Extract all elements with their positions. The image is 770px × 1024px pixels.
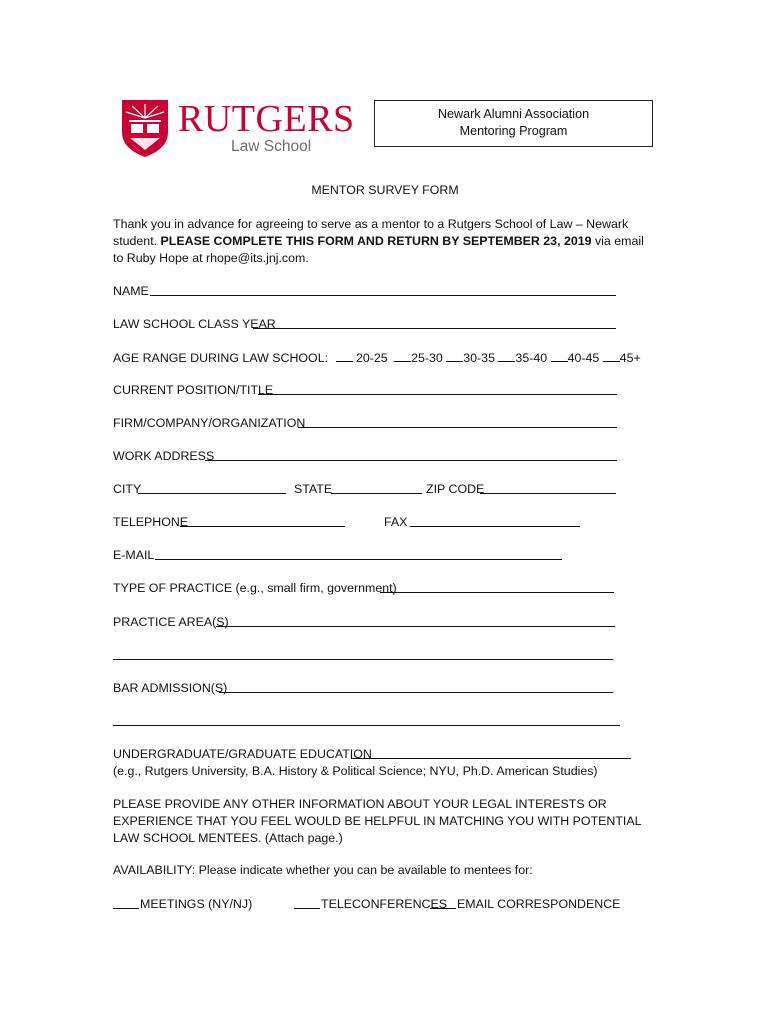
bar-admission-field-2[interactable]	[113, 725, 620, 726]
program-name: Mentoring Program	[459, 124, 568, 138]
intro-deadline: PLEASE COMPLETE THIS FORM AND RETURN BY SEPTEMBER 23, 2019	[160, 234, 592, 249]
firm-label: FIRM/COMPANY/ORGANIZATION	[113, 416, 306, 430]
telephone-row	[113, 514, 188, 530]
age-option: 35-40	[515, 351, 548, 365]
practice-area-field[interactable]	[216, 626, 615, 627]
zip-label: ZIP CODE	[426, 482, 485, 496]
name-row	[113, 283, 149, 299]
age-option: 20-25	[355, 351, 388, 365]
law-school-subtitle: Law School	[231, 138, 312, 155]
practice-area-row	[113, 614, 229, 630]
name-field[interactable]	[150, 295, 616, 296]
education-field[interactable]	[351, 758, 631, 759]
age-option: 30-35	[463, 351, 495, 365]
class-year-row	[113, 316, 276, 332]
rutgers-wordmark: RUTGERS	[178, 98, 355, 140]
work-address-label: WORK ADDRESS	[113, 449, 215, 463]
age-25-30-blank[interactable]	[394, 349, 411, 362]
age-40-45-blank[interactable]	[551, 349, 568, 362]
intro-text-2: via email to Ruby Hope at rhope@its.jnj.com.	[113, 234, 644, 266]
position-field[interactable]	[258, 394, 617, 395]
email-field[interactable]	[155, 559, 562, 560]
age-45-plus-blank[interactable]	[603, 349, 620, 362]
fax-field[interactable]	[410, 526, 580, 527]
intro-text-1: Thank you in advance for agreeing to serve as a mentor to a Rutgers School of Law – Newark student.	[113, 217, 629, 249]
age-option: 25-30	[411, 351, 443, 365]
age-range-label: AGE RANGE DURING LAW SCHOOL:	[113, 351, 329, 365]
teleconferences-blank[interactable]	[294, 908, 320, 909]
class-year-label: LAW SCHOOL CLASS YEAR	[113, 317, 276, 331]
age-option: 40-45	[567, 351, 600, 365]
state-field[interactable]	[331, 493, 422, 494]
telephone-field[interactable]	[180, 526, 345, 527]
class-year-field[interactable]	[253, 328, 616, 329]
telephone-label: TELEPHONE	[113, 515, 189, 529]
meetings-option: MEETINGS (NY/NJ)	[140, 897, 253, 911]
teleconferences-option: TELECONFERENCES	[321, 897, 447, 911]
education-example: (e.g., Rutgers University, B.A. History & Political Science; NYU, Ph.D. American Studies)	[113, 764, 598, 778]
email-correspondence-blank[interactable]	[430, 908, 456, 909]
city-label-row	[113, 481, 141, 497]
practice-type-field[interactable]	[380, 592, 614, 593]
other-info-paragraph: PLEASE PROVIDE ANY OTHER INFORMATION ABOUT YOUR LEGAL INTERESTS OR EXPERIENCE THAT YOU FEEL WOULD BE HELPFUL IN MATCHING YOU WITH POTENTIAL LAW SCHOOL MENTEES. (Attach page.)	[113, 797, 642, 846]
program-box	[374, 100, 653, 147]
rutgers-law-logo	[120, 98, 355, 160]
rutgers-shield-icon	[120, 98, 170, 158]
name-label: NAME	[113, 284, 149, 298]
age-option: 45+	[619, 351, 641, 365]
email-correspondence-option: EMAIL CORRESPONDENCE	[457, 897, 621, 911]
work-address-row	[113, 448, 214, 464]
position-row	[113, 382, 273, 398]
firm-field[interactable]	[298, 427, 617, 428]
state-label: STATE	[294, 482, 333, 496]
bar-admission-row	[113, 680, 227, 696]
position-label: CURRENT POSITION/TITLE	[113, 383, 274, 397]
meetings-blank[interactable]	[113, 908, 139, 909]
bar-admission-label: BAR ADMISSION(S)	[113, 681, 228, 695]
age-range-row	[113, 349, 641, 366]
city-label: CITY	[113, 482, 142, 496]
zip-field[interactable]	[480, 493, 616, 494]
intro-paragraph	[113, 216, 653, 268]
email-row	[113, 547, 154, 563]
practice-area-field-2[interactable]	[113, 659, 613, 660]
education-label: UNDERGRADUATE/GRADUATE EDUCATION	[113, 747, 372, 761]
form-title: MENTOR SURVEY FORM	[311, 183, 459, 197]
age-20-25-blank[interactable]	[336, 349, 353, 362]
age-35-40-blank[interactable]	[498, 349, 515, 362]
firm-row	[113, 415, 305, 431]
email-label: E-MAIL	[113, 548, 155, 562]
work-address-field[interactable]	[205, 460, 617, 461]
bar-admission-field[interactable]	[219, 692, 613, 693]
practice-type-label: TYPE OF PRACTICE (e.g., small firm, government)	[113, 581, 397, 595]
age-30-35-blank[interactable]	[446, 349, 463, 362]
city-field[interactable]	[138, 493, 286, 494]
practice-type-row	[113, 580, 397, 596]
practice-area-label: PRACTICE AREA(S)	[113, 615, 229, 629]
fax-label: FAX	[384, 515, 408, 529]
education-row	[113, 746, 372, 762]
availability-label: AVAILABILITY: Please indicate whether you can be available to mentees for:	[113, 863, 533, 877]
program-association: Newark Alumni Association	[437, 107, 590, 121]
